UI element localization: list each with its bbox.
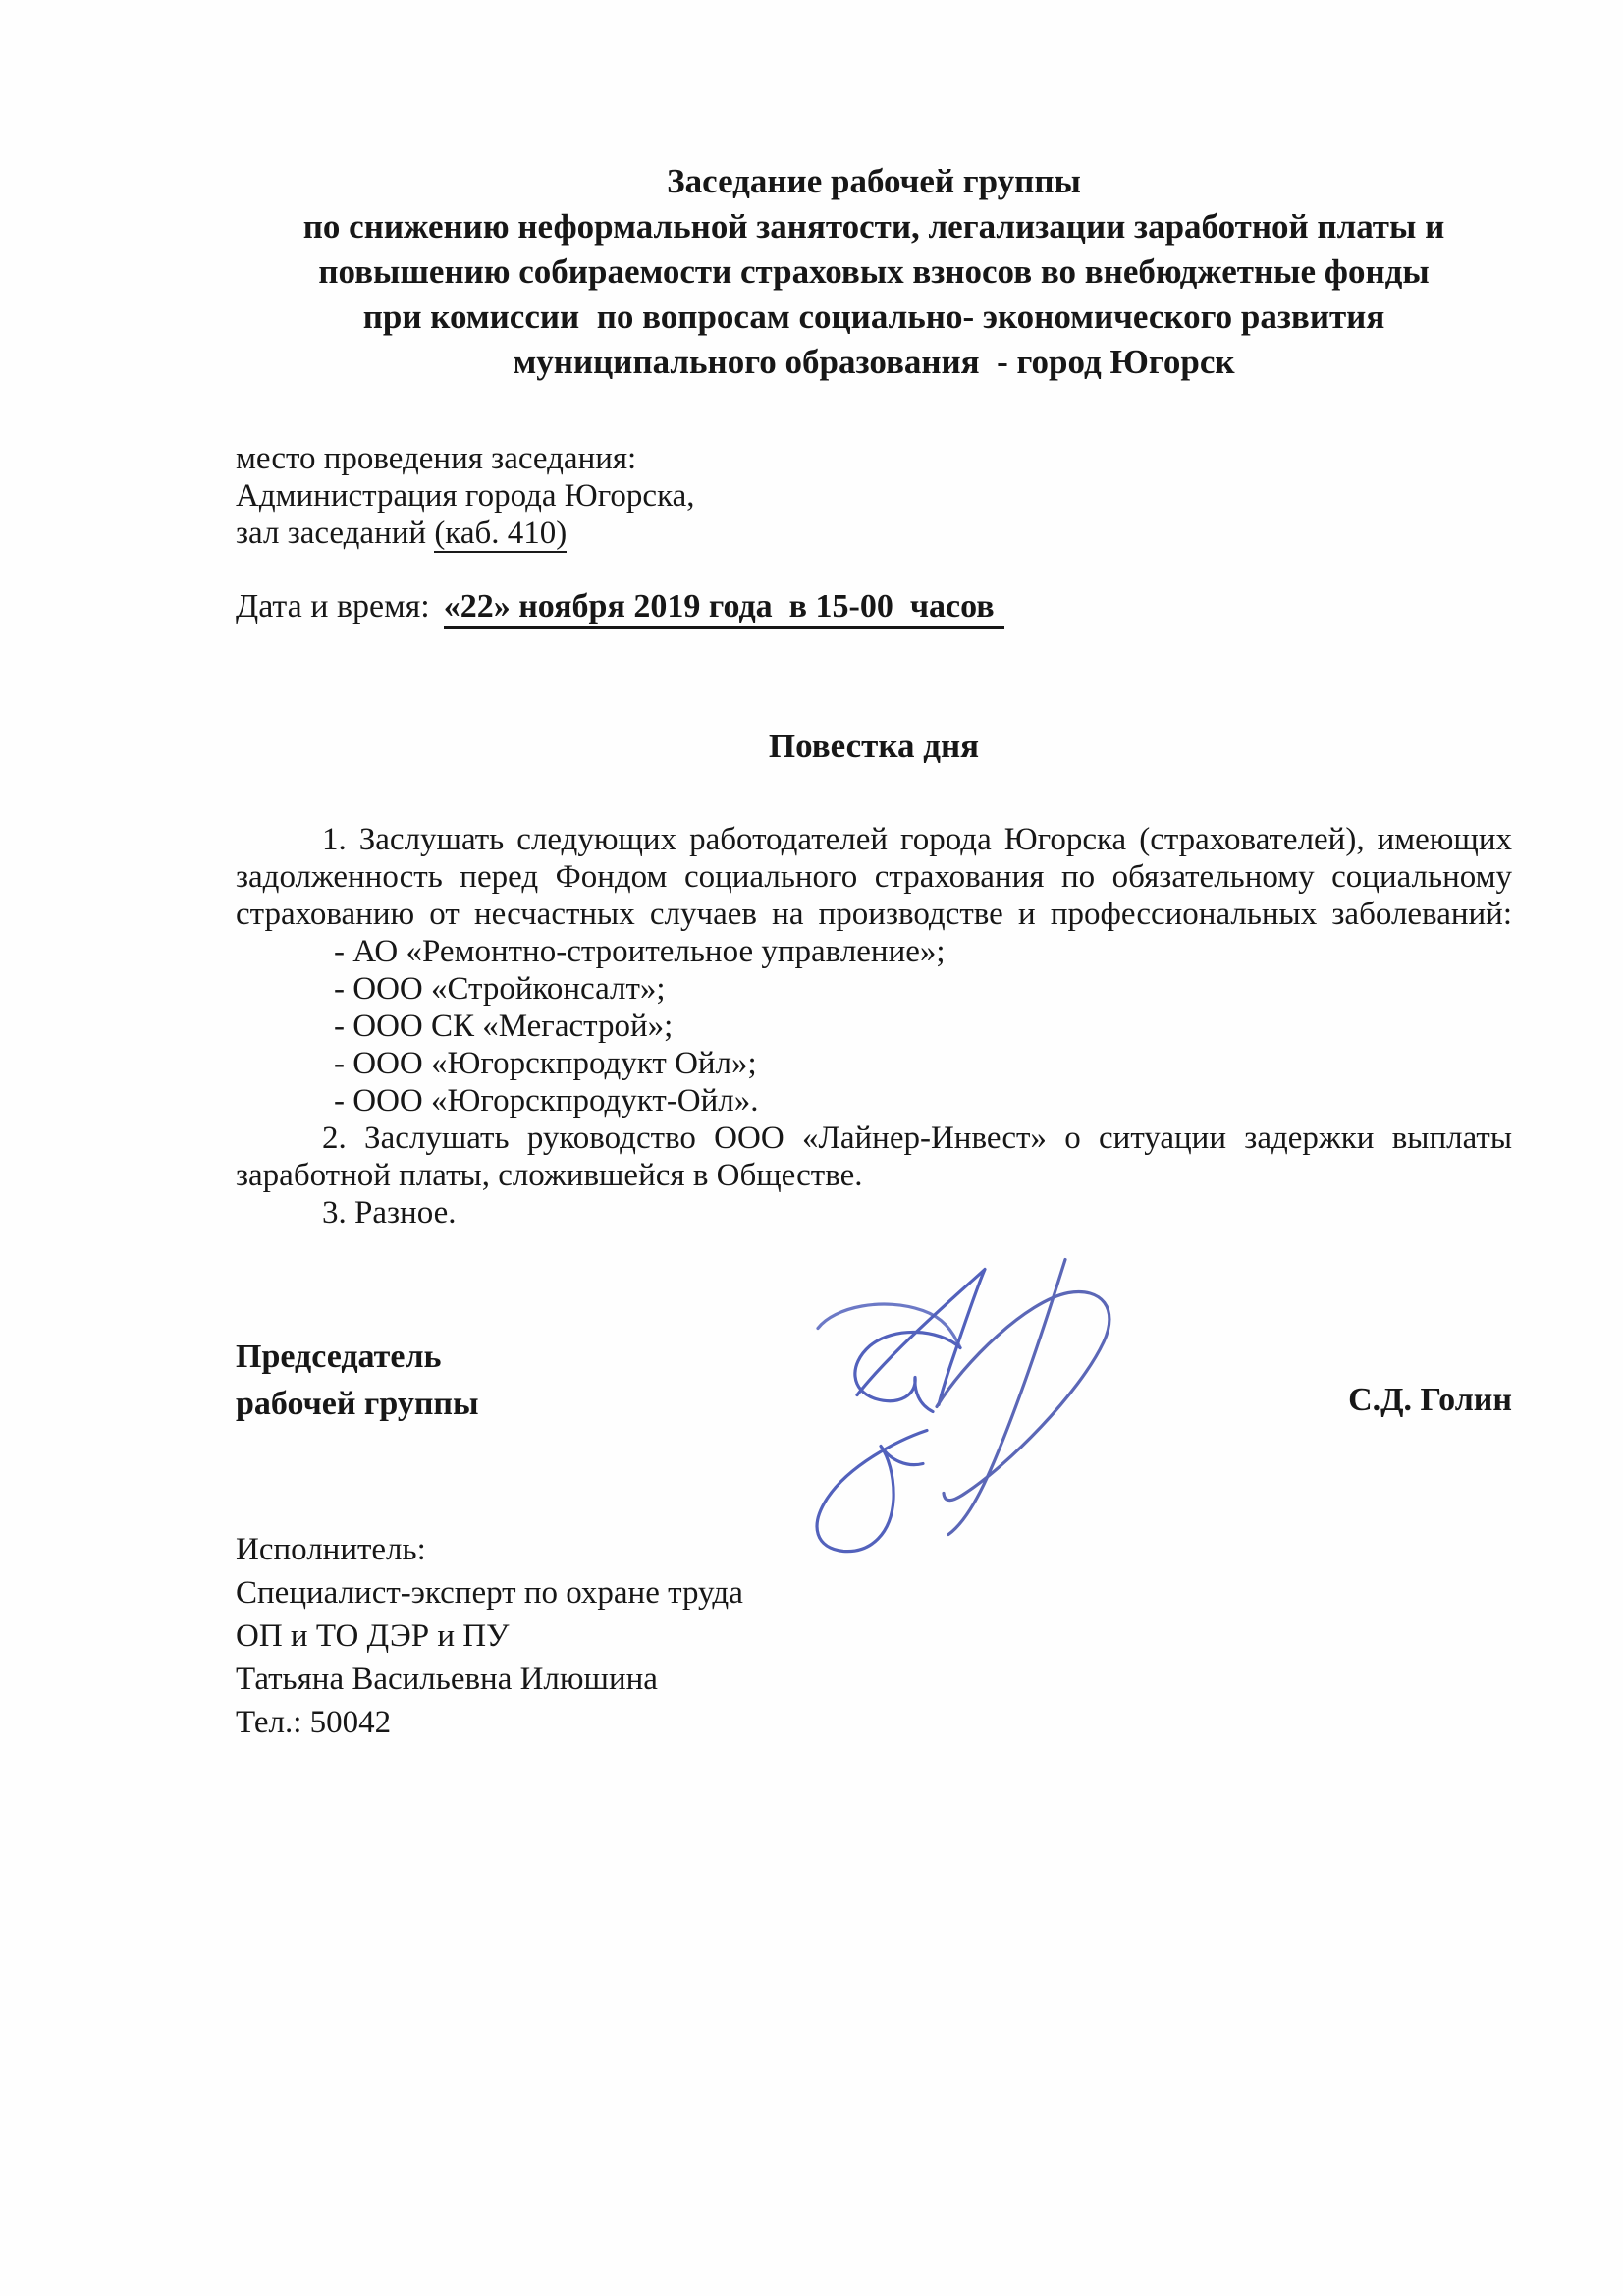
agenda-item-2-line: 2. Заслушать руководство ООО «Лайнер-Инвест» о ситуации задержки выплаты [322, 1121, 1512, 1156]
executor-block [236, 1528, 1512, 1744]
company-list-item: - ООО «Югорскпродукт-Ойл». [334, 1083, 759, 1119]
agenda-item-2 [236, 1120, 1512, 1194]
company-list [236, 933, 1512, 1120]
agenda-heading: Повестка дня [768, 727, 980, 765]
venue-block [236, 440, 1512, 552]
date-time-label: Дата и время: [236, 588, 430, 625]
agenda-item-1-line: задолженность перед Фондом социального страхования по обязательному социальному [236, 859, 1512, 895]
agenda-item-3: 3. Разное. [322, 1195, 457, 1230]
executor-phone: Тел.: 50042 [236, 1705, 392, 1740]
company-list-item: - ООО «Стройконсалт»; [334, 971, 666, 1007]
venue-hall-text: зал заседаний [236, 516, 435, 551]
agenda-item-2-line: заработной платы, сложившейся в Обществе. [236, 1158, 863, 1193]
document-title [236, 159, 1512, 385]
title-line: по снижению неформальной занятости, легализации заработной платы и [302, 207, 1445, 246]
chairman-title-line: Председатель [236, 1339, 442, 1375]
chairman-title-line: рабочей группы [236, 1386, 479, 1422]
venue-line-hall [236, 515, 1512, 552]
title-line: Заседание рабочей группы [667, 162, 1081, 200]
agenda-item-1-line: страхованию от несчастных случаев на производстве и профессиональных заболеваний: [236, 897, 1512, 932]
executor-label: Исполнитель: [236, 1532, 426, 1567]
title-line: повышению собираемости страховых взносов во внебюджетные фонды [318, 252, 1430, 291]
agenda-item-1-line: 1. Заслушать следующих работодателей города Югорска (страхователей), имеющих [322, 822, 1512, 857]
venue-room-number: (каб. 410) [434, 516, 568, 551]
signature-icon [803, 1255, 1142, 1564]
executor-department: ОП и ТО ДЭР и ПУ [236, 1618, 510, 1654]
agenda-item-1 [236, 821, 1512, 933]
title-line: при комиссии по вопросам социально- экономического развития [362, 298, 1385, 336]
title-line: муниципального образования - город Югорск [513, 343, 1235, 381]
venue-line-place: место проведения заседания: [236, 441, 637, 476]
date-time-value: «22» ноября 2019 года в 15-00 часов [444, 588, 1004, 629]
signer-name: С.Д. Голин [1348, 1382, 1512, 1418]
company-list-item: - ООО «Югорскпродукт Ойл»; [334, 1046, 757, 1081]
executor-position: Специалист-эксперт по охране труда [236, 1575, 743, 1611]
date-time-line [236, 587, 1512, 627]
agenda-body [236, 821, 1512, 1231]
executor-name: Татьяна Васильевна Илюшина [236, 1662, 658, 1697]
venue-line-administration: Администрация города Югорска, [236, 478, 695, 514]
company-list-item: - ООО СК «Мегастрой»; [334, 1009, 674, 1044]
company-list-item: - АО «Ремонтно-строительное управление»; [334, 934, 946, 969]
